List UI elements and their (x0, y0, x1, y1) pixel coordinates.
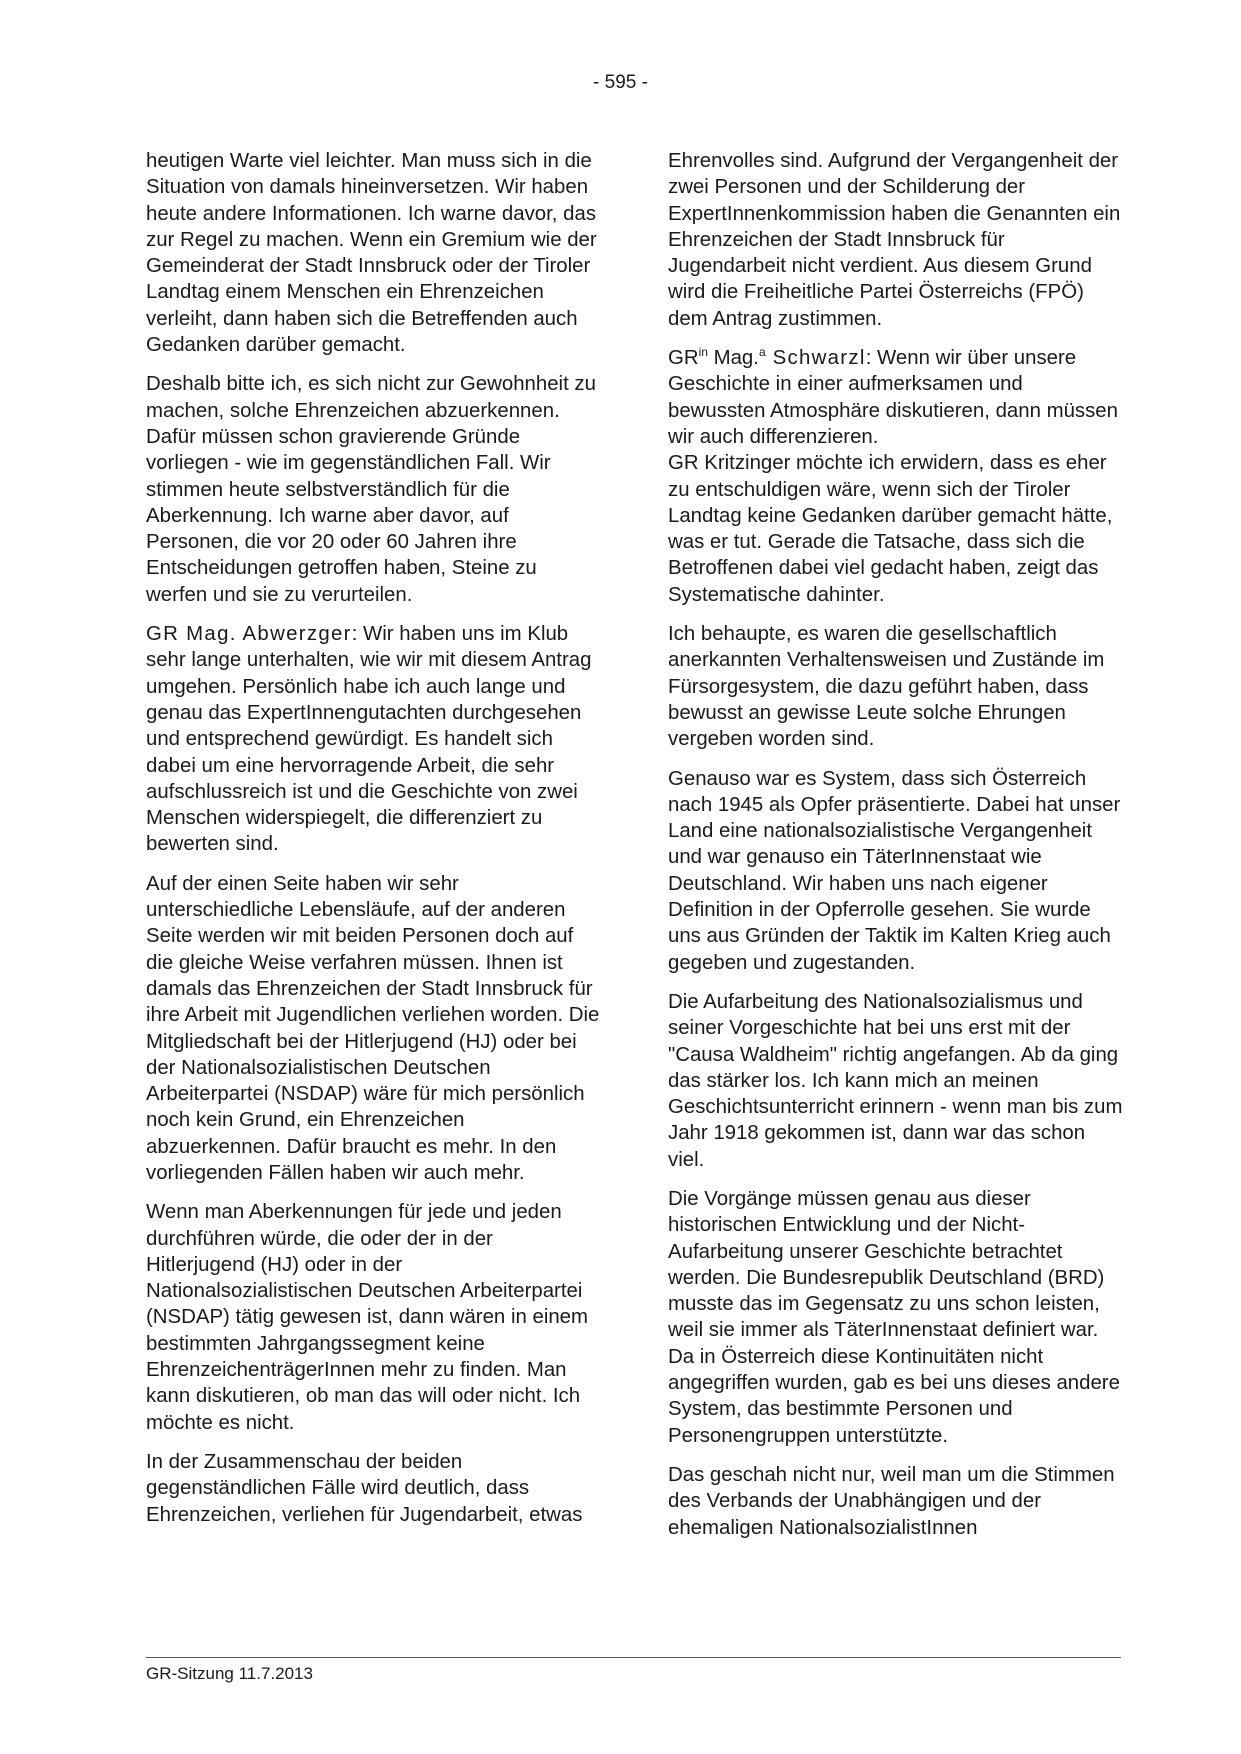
paragraph: Auf der einen Seite haben wir sehr unterschiedliche Lebensläufe, auf der anderen Seite werden wir mit beiden Personen doch auf die gleiche Weise verfahren müssen. Ihnen ist damals das Ehrenzeichen der Stadt Innsbruck für ihre Arbeit mit Jugendlichen verliehen worden. Die Mitgliedschaft bei der Hitlerjugend (HJ) oder bei der Nationalsozialistischen Deutschen Arbeiterpartei (NSDAP) wäre für mich persönlich noch kein Grund, ein Ehrenzeichen abzuerkennen. Dafür braucht es mehr. In den vorliegenden Fällen haben wir auch mehr. (146, 872, 600, 1184)
speaker-paragraph (668, 345, 1123, 608)
speaker-name: Schwarzl (765, 347, 866, 370)
paragraph: Wenn man Aberkennungen für jede und jeden durchführen würde, die oder der in der Hitlerjugend (HJ) oder in der Nationalsozialistischen Deutschen Arbeiterpartei (NSDAP) tätig gewesen ist, dann wären in einem bestimmten Jahrgangssegment keine EhrenzeichenträgerInnen mehr zu finden. Man kann diskutieren, ob man das will oder nicht. Ich möchte es nicht. (146, 1201, 589, 1434)
speech-text-continued: GR Kritzinger möchte ich erwidern, dass es eher zu entschuldigen wäre, wenn sich der Tiroler Landtag keine Gedanken darüber gemacht hätte, was er tut. Gerade die Tatsache, dass sich die Betroffenen dabei viel gedacht haben, zeigt das Systematische dahinter. (668, 452, 1113, 606)
paragraph: Ehrenvolles sind. Aufgrund der Vergangenheit der zwei Personen und der Schilderung der ExpertInnenkommission haben die Genannten ein Ehrenzeichen der Stadt Innsbruck für Jugendarbeit nicht verdient. Aus diesem Grund wird die Freiheitliche Partei Österreichs (FPÖ) dem Antrag zustimmen. (668, 150, 1121, 330)
footer-session-date: GR-Sitzung 11.7.2013 (146, 1664, 313, 1683)
paragraph: In der Zusammenschau der beiden gegenständlichen Fälle wird deutlich, dass Ehrenzeichen, verliehen für Jugendarbeit, etwas (146, 1450, 583, 1526)
speaker-name: GR Mag. Abwerzger (146, 623, 352, 646)
speaker-degree: Mag. (707, 347, 759, 370)
left-column (146, 148, 601, 1541)
speaker-title: GR (668, 347, 699, 370)
paragraph: Genauso war es System, dass sich Österreich nach 1945 als Opfer präsentierte. Dabei hat unser Land eine nationalsozialistische Vergangenheit und war genauso ein TäterInnenstaat wie Deutschland. Wir haben uns nach eigener Definition in der Opferrolle gesehen. Sie wurde uns aus Gründen der Taktik im Kalten Krieg auch gegeben und zugestanden. (668, 767, 1121, 974)
speech-text: : Wir haben uns im Klub sehr lange unterhalten, wie wir mit diesem Antrag umgehen. Persönlich habe ich auch lange und genau das ExpertInnengutachten durchgesehen und entsprechend gewürdigt. Es handelt sich dabei um eine hervorragende Arbeit, die sehr aufschlussreich ist und die Geschichte von zwei Menschen widerspiegelt, die differenziert zu bewerten sind. (146, 623, 592, 856)
paragraph: Deshalb bitte ich, es sich nicht zur Gewohnheit zu machen, solche Ehrenzeichen abzuerkennen. Dafür müssen schon gravierende Gründe vorliegen - wie im gegenständlichen Fall. Wir stimmen heute selbstverständlich für die Aberkennung. Ich warne aber davor, auf Personen, die vor 20 oder 60 Jahren ihre Entscheidungen getroffen haben, Steine zu werfen und sie zu verurteilen. (146, 373, 596, 606)
paragraph: Das geschah nicht nur, weil man um die Stimmen des Verbands der Unabhängigen und der ehemaligen NationalsozialistInnen (668, 1463, 1115, 1539)
speaker-paragraph (146, 621, 601, 858)
paragraph: Ich behaupte, es waren die gesellschaftlich anerkannten Verhaltensweisen und Zustände im Fürsorgesystem, die dazu geführt haben, dass bewusst an gewisse Leute solche Ehrungen vergeben worden sind. (668, 623, 1105, 751)
paragraph: Die Aufarbeitung des Nationalsozialismus und seiner Vorgeschichte hat bei uns erst mit der "Causa Waldheim" richtig angefangen. Ab da ging das stärker los. Ich kann mich an meinen Geschichtsunterricht erinnern - wenn man bis zum Jahr 1918 gekommen ist, dann war das schon viel. (668, 990, 1123, 1171)
paragraph: Die Vorgänge müssen genau aus dieser historischen Entwicklung und der Nicht-Aufarbeitung unserer Geschichte betrachtet werden. Die Bundesrepublik Deutschland (BRD) musste das im Gegensatz zu uns schon leisten, weil sie immer als TäterInnenstaat definiert war. Da in Österreich diese Kontinuitäten nicht angegriffen wurden, gab es bei uns dieses andere System, das bestimmte Personen und Personengruppen unterstützte. (668, 1187, 1120, 1447)
footer-divider (146, 1657, 1121, 1658)
right-column (668, 148, 1123, 1554)
speaker-degree-suffix: a (758, 345, 766, 360)
paragraph: heutigen Warte viel leichter. Man muss sich in die Situation von damals hineinversetzen. Wir haben heute andere Informationen. Ich warne davor, das zur Regel zu machen. Wenn ein Gremium wie der Gemeinderat der Stadt Innsbruck oder der Tiroler Landtag einem Menschen ein Ehrenzeichen verleiht, dann haben sich die Betreffenden auch Gedanken darüber gemacht. (146, 150, 597, 357)
speaker-title-suffix: in (698, 345, 708, 360)
page-number: - 595 - (593, 72, 648, 93)
speech-text: : Wenn wir über unsere Geschichte in einer aufmerksamen und bewussten Atmosphäre diskutieren, dann müssen wir auch differenzieren. (668, 347, 1118, 448)
